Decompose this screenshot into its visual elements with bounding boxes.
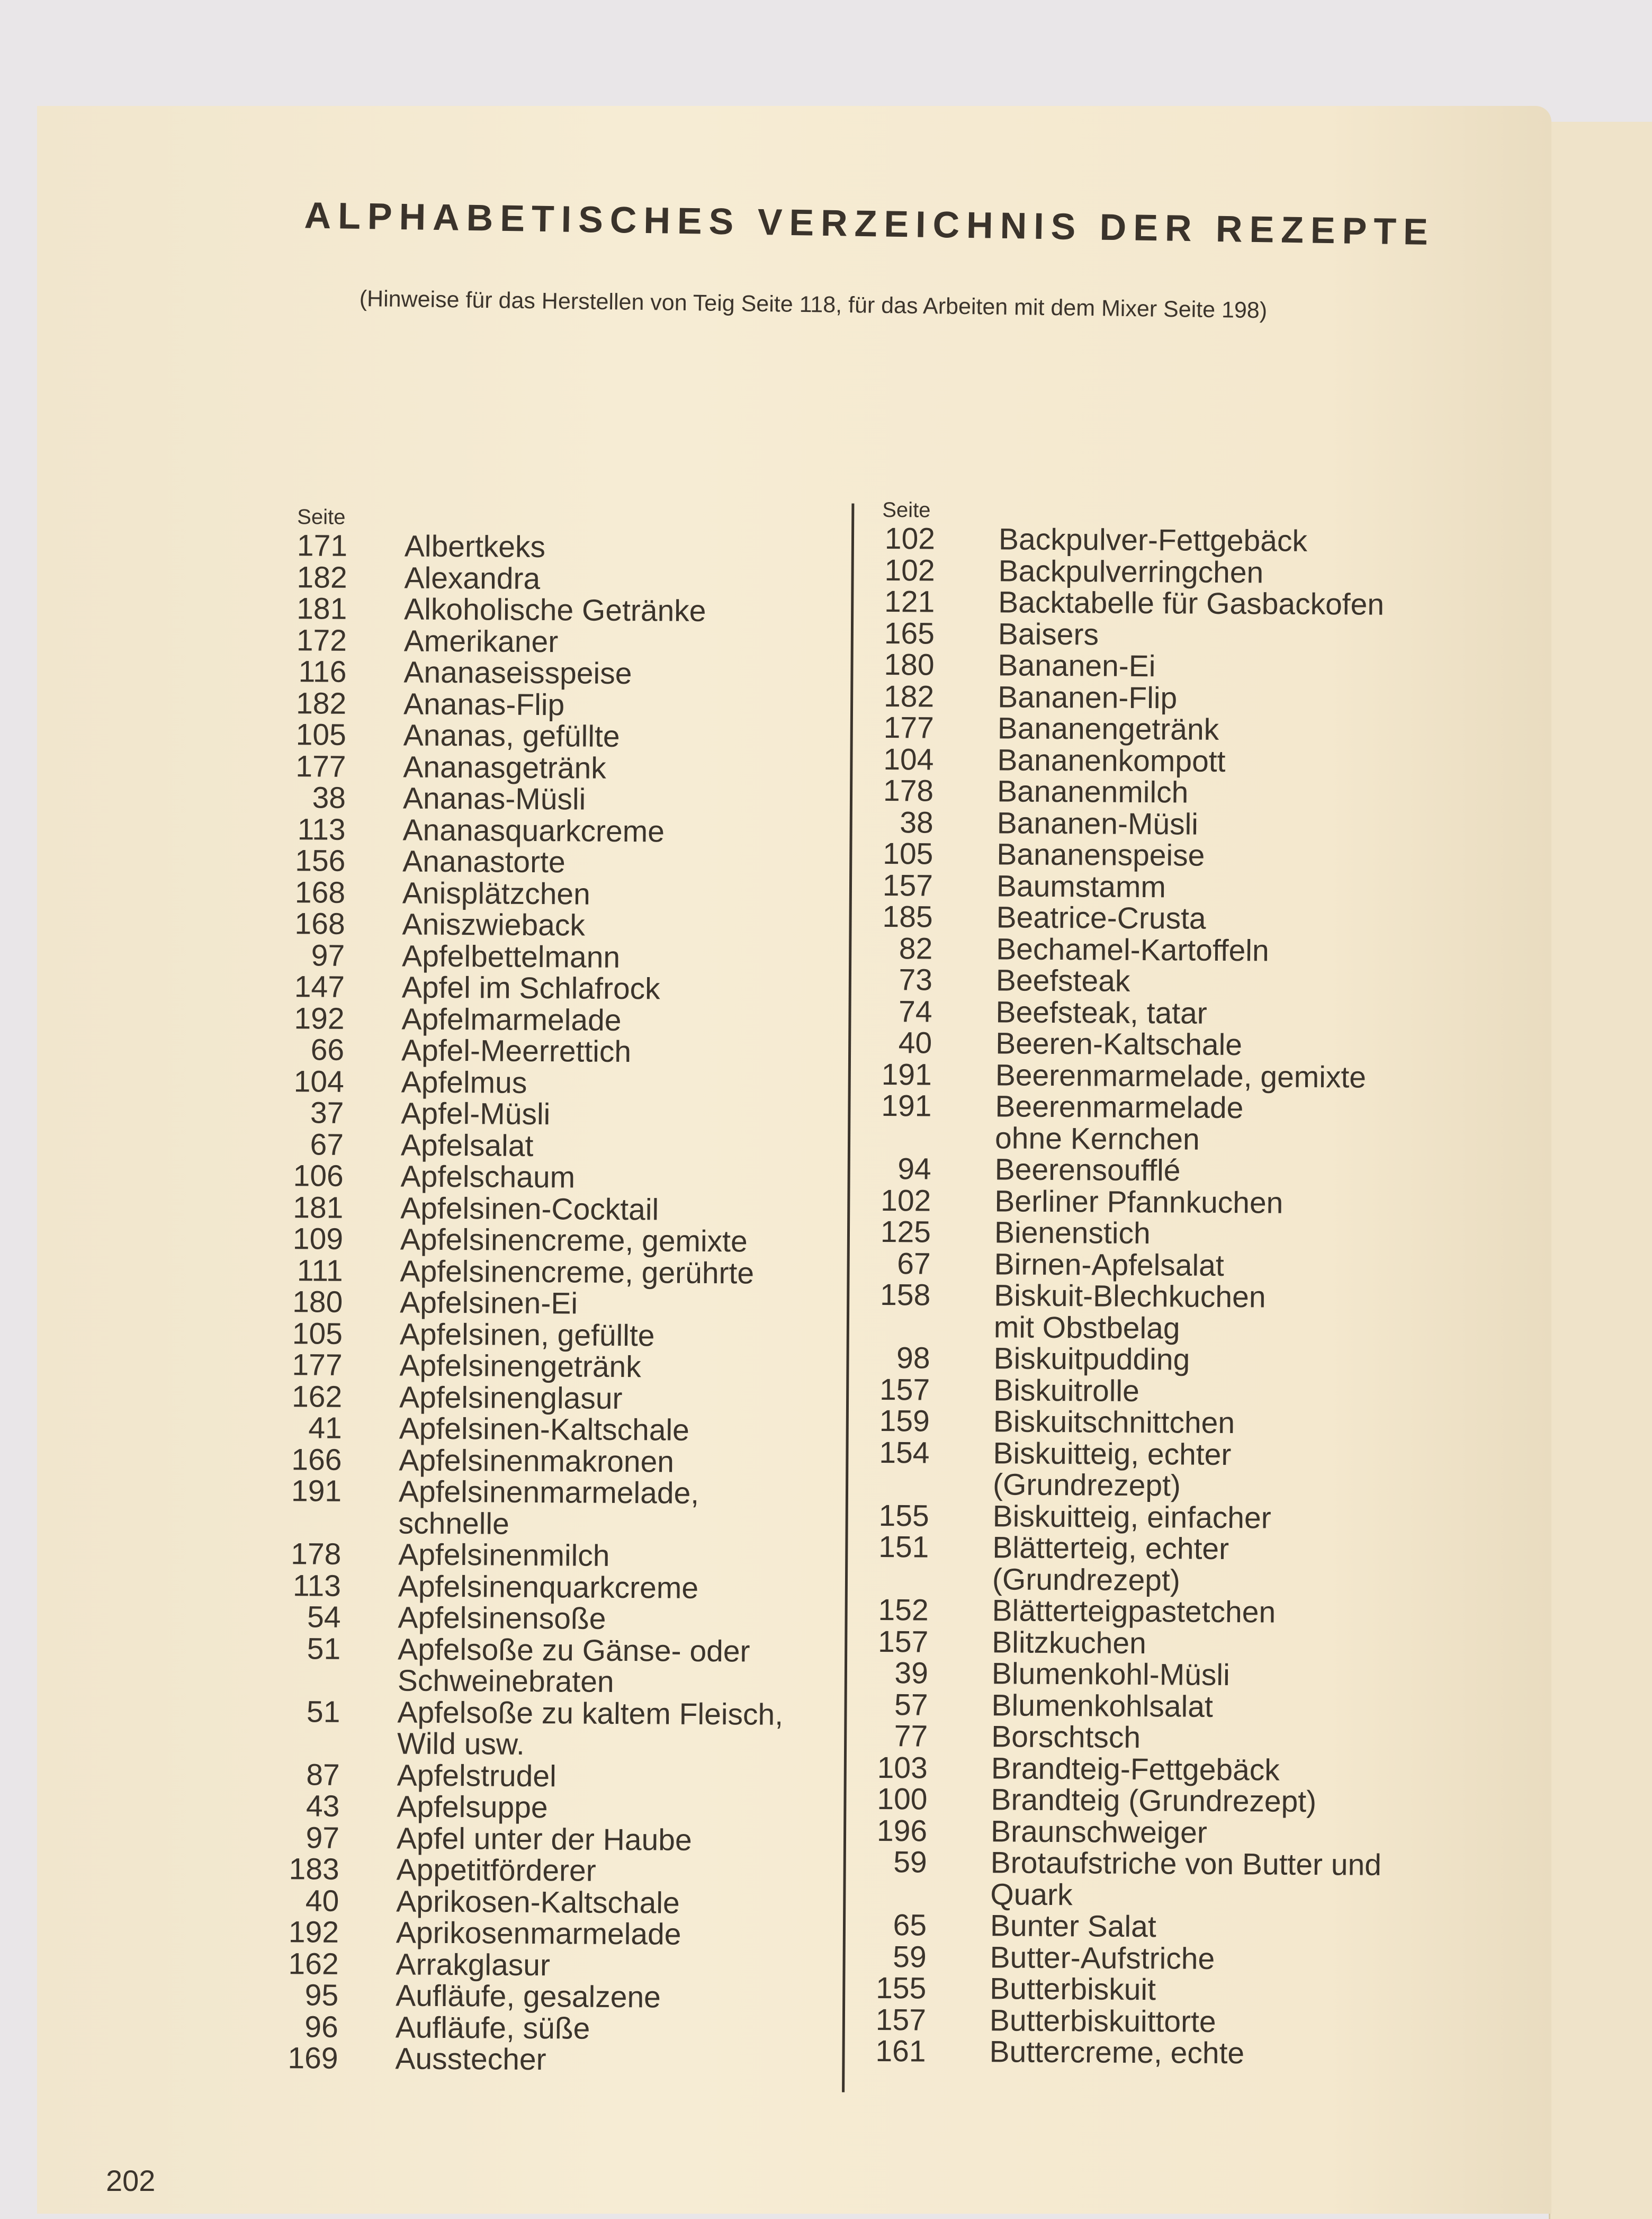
index-entry <box>876 1529 1384 1598</box>
entry-name: Ausstecher <box>395 2042 546 2077</box>
index-entry <box>875 1626 1383 1660</box>
entry-name: Apfelsoße zu Gänse- oder Schweinebraten <box>397 1632 750 1699</box>
entry-page: 95 <box>304 1978 339 2012</box>
index-entry <box>288 1980 782 2014</box>
index-entry <box>879 901 1387 936</box>
column-header: Seite <box>882 498 931 522</box>
entry-name: Apfelsinen, gefüllte <box>399 1317 655 1353</box>
entry-name: Bananengetränk <box>997 711 1219 747</box>
entry-page: 162 <box>291 1379 343 1414</box>
index-entry <box>879 933 1387 967</box>
index-entry <box>878 1090 1386 1157</box>
index-entry <box>292 1349 785 1384</box>
entry-name: Backpulverringchen <box>998 553 1264 589</box>
index-entry <box>289 1917 782 1951</box>
entry-name: Buttercreme, echte <box>989 2035 1245 2071</box>
entry-name: Ananasquarkcreme <box>402 812 665 848</box>
entry-name: Beeren-Kaltschale <box>995 1026 1243 1062</box>
entry-page: 158 <box>879 1277 931 1312</box>
entry-name: Apfelsinen-Cocktail <box>400 1191 659 1227</box>
entry-name: Apfelschaum <box>400 1159 576 1195</box>
entry-name: Baumstamm <box>996 869 1166 904</box>
entry-page: 82 <box>899 931 933 966</box>
entry-name: Ananastorte <box>402 844 565 880</box>
column-divider <box>842 504 854 2092</box>
index-entry <box>878 1216 1386 1251</box>
index-entry <box>293 1223 786 1258</box>
index-entry <box>881 744 1388 778</box>
entry-page: 67 <box>897 1246 931 1281</box>
index-entry <box>881 649 1389 684</box>
entry-name: Beefsteak <box>995 963 1130 998</box>
index-entry <box>875 1592 1383 1630</box>
index-entry <box>291 1538 784 1573</box>
index-entry <box>875 1721 1382 1755</box>
entry-name: Blumenkohl-Müsli <box>991 1657 1230 1693</box>
entry-page: 157 <box>875 2002 927 2037</box>
index-entry <box>294 1034 787 1069</box>
index-entry <box>881 807 1388 841</box>
index-entry <box>293 1097 787 1132</box>
entry-page: 182 <box>295 686 347 721</box>
index-entry <box>290 1759 783 1794</box>
entry-page: 180 <box>884 648 935 682</box>
index-entry <box>296 688 789 722</box>
entry-name: Apfelsinenmakronen <box>399 1443 675 1479</box>
entry-name: Aprikosenmarmelade <box>396 1916 681 1952</box>
entry-name: Appetitförderer <box>396 1853 596 1888</box>
index-entry <box>877 1248 1385 1282</box>
entry-page: 40 <box>305 1883 339 1918</box>
entry-page: 168 <box>294 907 345 941</box>
entry-name: Apfelsinen-Ei <box>399 1285 578 1321</box>
entry-name: Biskuitteig, echter (Grundrezept) <box>992 1436 1232 1503</box>
entry-name: Blätterteig, echter (Grundrezept) <box>992 1531 1229 1597</box>
index-entry <box>293 1160 786 1195</box>
entry-page: 181 <box>293 1190 344 1225</box>
index-entry <box>290 1601 784 1636</box>
entry-page: 192 <box>288 1915 339 1949</box>
entry-name: Beerensoufflé <box>994 1152 1181 1188</box>
entry-page: 168 <box>294 875 346 910</box>
entry-page: 185 <box>882 900 933 934</box>
entry-name: Apfelsoße zu kaltem Fleisch, Wild usw. <box>397 1695 784 1761</box>
index-entry <box>295 814 788 848</box>
entry-name: Aufläufe, süße <box>395 2010 590 2046</box>
entry-name: Ananaseisspeise <box>403 655 632 691</box>
index-entry <box>875 1658 1383 1692</box>
entry-name: Bananen-Müsli <box>996 806 1199 842</box>
entry-page: 96 <box>304 2009 339 2044</box>
index-entry <box>293 1129 787 1164</box>
index-entry <box>874 1847 1381 1913</box>
index-entry <box>881 681 1389 715</box>
entry-page: 41 <box>308 1411 342 1445</box>
index-entry <box>879 1027 1387 1062</box>
entry-name: Bananenmilch <box>996 774 1189 810</box>
entry-name: Braunschweiger <box>990 1814 1208 1850</box>
entry-page: 178 <box>291 1537 342 1571</box>
entry-name: Biskuitpudding <box>993 1341 1190 1377</box>
entry-name: Apfelsalat <box>400 1128 534 1163</box>
entry-page: 192 <box>294 1001 345 1036</box>
entry-page: 67 <box>310 1127 344 1162</box>
index-entry <box>297 562 790 596</box>
entry-name: Brandteig-Fettgebäck <box>991 1751 1280 1787</box>
entry-name: Arrakglasur <box>396 1947 551 1982</box>
entry-name: Amerikaner <box>403 623 559 659</box>
entry-name: Butter-Aufstriche <box>990 1940 1215 1976</box>
entry-name: Brandteig (Grundrezept) <box>991 1783 1317 1819</box>
index-entry <box>882 554 1389 589</box>
entry-page: 191 <box>881 1089 932 1123</box>
entry-name: Aufläufe, gesalzene <box>395 1979 661 2015</box>
entry-page: 39 <box>894 1656 929 1690</box>
entry-name: Albertkeks <box>404 529 546 565</box>
entry-page: 106 <box>293 1159 344 1193</box>
entry-page: 159 <box>879 1403 930 1438</box>
index-entry <box>292 1286 786 1321</box>
entry-page: 37 <box>310 1096 344 1130</box>
entry-name: Bechamel-Kartoffeln <box>996 932 1269 968</box>
entry-name: Alexandra <box>404 560 541 596</box>
entry-name: Bananen-Flip <box>997 679 1178 715</box>
entry-page: 177 <box>295 749 346 784</box>
entry-name: Apfelsinenquarkcreme <box>398 1569 699 1605</box>
index-entry <box>873 2004 1381 2038</box>
index-entry <box>288 1948 782 1983</box>
index-entry <box>875 1689 1382 1723</box>
entry-page: 157 <box>882 868 933 903</box>
index-entry <box>297 625 790 659</box>
entry-name: Butterbiskuittorte <box>989 2003 1216 2039</box>
index-entry <box>296 719 789 754</box>
entry-page: 182 <box>883 679 935 714</box>
entry-page: 183 <box>289 1852 339 1886</box>
entry-page: 177 <box>292 1348 343 1382</box>
entry-name: Apfelmus <box>401 1064 527 1100</box>
index-entry <box>880 870 1388 904</box>
index-entry <box>294 971 788 1006</box>
entry-page: 169 <box>288 2041 338 2075</box>
index-entry <box>292 1381 785 1416</box>
index-entry <box>295 751 789 785</box>
entry-page: 152 <box>878 1592 929 1627</box>
index-entry <box>875 1752 1382 1786</box>
index-entry <box>873 2036 1380 2070</box>
entry-page: 65 <box>893 1908 927 1943</box>
index-entry <box>873 1941 1381 1975</box>
index-entry <box>874 1910 1381 1944</box>
index-entry <box>877 1403 1385 1440</box>
index-entry <box>874 1784 1382 1818</box>
entry-name: Apfelsinenmarmelade, schnelle <box>398 1474 699 1541</box>
entry-page: 157 <box>877 1624 929 1659</box>
index-column-right <box>873 498 1389 2070</box>
entry-page: 40 <box>898 1026 932 1060</box>
entry-page: 178 <box>883 774 934 808</box>
index-entry <box>876 1500 1384 1534</box>
entry-page: 113 <box>292 1568 342 1603</box>
index-entry <box>876 1437 1384 1503</box>
entry-name: Apfelstrudel <box>397 1758 556 1793</box>
entry-page: 54 <box>307 1600 341 1634</box>
entry-page: 111 <box>297 1253 343 1288</box>
entry-page: 125 <box>880 1215 931 1249</box>
index-entry <box>291 1475 784 1542</box>
entry-name: Bananenkompott <box>997 742 1226 779</box>
entry-page: 105 <box>295 718 347 752</box>
index-entry <box>292 1255 786 1290</box>
entry-page: 156 <box>295 844 346 878</box>
entry-name: Backtabelle für Gasbackofen <box>998 585 1385 622</box>
entry-name: Ananas-Flip <box>403 686 565 722</box>
entry-page: 180 <box>292 1285 343 1319</box>
entry-page: 177 <box>883 711 935 745</box>
entry-page: 98 <box>896 1341 930 1375</box>
index-entry <box>289 1885 782 1920</box>
entry-page: 94 <box>897 1152 931 1186</box>
entry-name: Bunter Salat <box>990 1909 1156 1944</box>
entry-name: Apfelmarmelade <box>401 1001 622 1037</box>
entry-page: 102 <box>884 553 935 588</box>
index-entry <box>288 2043 781 2077</box>
index-entry <box>881 712 1389 747</box>
index-entry <box>880 838 1388 873</box>
entry-name: Biskuitteig, einfacher <box>992 1499 1271 1535</box>
entry-page: 57 <box>894 1687 928 1722</box>
entry-name: Anisplätzchen <box>402 875 590 911</box>
entry-page: 102 <box>884 522 936 556</box>
entry-page: 191 <box>291 1474 342 1508</box>
index-entry <box>294 940 788 974</box>
entry-name: Butterbiskuit <box>990 1972 1156 2007</box>
entry-name: Apfelsinencreme, gemixte <box>400 1222 748 1259</box>
entry-name: Apfelsuppe <box>397 1789 548 1825</box>
page-number: 202 <box>106 2164 156 2197</box>
index-entry <box>877 1279 1385 1346</box>
entry-name: Apfel im Schlafrock <box>401 970 660 1006</box>
entry-page: 196 <box>876 1813 928 1848</box>
entry-name: Aprikosen-Kaltschale <box>396 1884 680 1920</box>
page-subtitle: (Hinweise für das Herstellen von Teig Seite 118, für das Arbeiten mit dem Mixer Seite 198) <box>359 285 1268 324</box>
index-entry <box>296 656 789 691</box>
entry-page: 121 <box>884 585 935 619</box>
entry-name: Biskuitschnittchen <box>993 1404 1235 1440</box>
entry-name: Apfel-Müsli <box>401 1096 551 1132</box>
entry-page: 97 <box>311 938 345 973</box>
entry-page: 102 <box>881 1183 931 1218</box>
entry-name: Apfelbettelmann <box>401 938 621 974</box>
entry-name: Apfel-Meerrettich <box>401 1033 632 1069</box>
entry-page: 113 <box>297 812 346 847</box>
index-entry <box>877 1343 1385 1377</box>
index-column-left <box>288 505 791 2077</box>
entry-name: Alkoholische Getränke <box>403 592 706 628</box>
entry-page: 172 <box>296 623 347 658</box>
entry-name: Apfelsinencreme, gerührte <box>400 1254 755 1291</box>
entry-page: 59 <box>893 1939 927 1974</box>
entry-name: Berliner Pfannkuchen <box>994 1184 1283 1220</box>
index-entry <box>297 593 790 628</box>
entry-page: 154 <box>879 1435 930 1470</box>
index-entry <box>873 1973 1381 2007</box>
entry-page: 104 <box>293 1064 345 1099</box>
entry-name: Apfelsinen-Kaltschale <box>399 1411 690 1447</box>
index-entry <box>295 782 789 817</box>
entry-page: 155 <box>878 1498 929 1533</box>
entry-page: 43 <box>306 1789 340 1823</box>
index-entry <box>882 586 1389 621</box>
index-entry <box>879 996 1387 1030</box>
entry-name: Blumenkohlsalat <box>991 1688 1213 1724</box>
entry-page: 77 <box>894 1719 928 1753</box>
entry-page: 165 <box>884 616 935 651</box>
entry-page: 104 <box>883 742 934 777</box>
entry-page: 66 <box>310 1033 345 1067</box>
entry-name: Apfelsinengetränk <box>399 1348 641 1384</box>
index-entry <box>294 1066 787 1100</box>
entry-page: 182 <box>297 560 347 595</box>
entry-page: 38 <box>312 781 346 815</box>
index-entry <box>879 1059 1387 1093</box>
index-entry <box>882 618 1389 652</box>
index-entry <box>292 1318 786 1353</box>
entry-page: 74 <box>898 994 932 1029</box>
entry-name: Baisers <box>998 616 1099 651</box>
entry-name: Ananas-Müsli <box>402 781 586 817</box>
entry-name: Ananas, gefüllte <box>403 718 620 754</box>
entry-page: 116 <box>298 655 347 689</box>
index-entry <box>292 1412 785 1447</box>
index-entry <box>295 845 788 880</box>
entry-name: Apfelsinenmilch <box>398 1537 610 1573</box>
index-entry <box>290 1633 784 1699</box>
entry-page: 38 <box>900 805 933 840</box>
entry-page: 59 <box>893 1845 927 1880</box>
column-header: Seite <box>297 505 346 529</box>
index-entry <box>291 1444 785 1479</box>
entry-page: 109 <box>292 1222 344 1256</box>
index-entry <box>294 908 788 943</box>
entry-page: 162 <box>288 1946 339 1981</box>
entry-name: Beerenmarmelade ohne Kernchen <box>994 1089 1244 1157</box>
index-entry <box>874 1815 1382 1849</box>
entry-name: Bananenspeise <box>996 837 1205 873</box>
entry-name: Ananasgetränk <box>403 749 606 785</box>
index-entry <box>288 2011 782 2046</box>
entry-name: Apfelsinenglasur <box>399 1380 623 1416</box>
page-title: ALPHABETISCHES VERZEICHNIS DER REZEPTE <box>304 194 1435 253</box>
entry-name: Blätterteigpastetchen <box>992 1594 1276 1630</box>
entry-page: 151 <box>878 1529 929 1564</box>
entry-page: 105 <box>292 1316 343 1351</box>
entry-page: 147 <box>294 970 345 1004</box>
entry-page: 97 <box>306 1820 340 1855</box>
entry-name: Bananen-Ei <box>998 648 1156 684</box>
index-entry <box>881 775 1388 810</box>
entry-page: 105 <box>883 837 933 871</box>
index-entry <box>289 1822 783 1857</box>
entry-name: Apfel unter der Haube <box>396 1821 692 1857</box>
index-entry <box>878 1185 1386 1219</box>
index-entry <box>295 877 788 911</box>
entry-name: Borschtsch <box>991 1720 1141 1755</box>
entry-page: 100 <box>877 1782 928 1817</box>
entry-page: 155 <box>875 1971 927 2006</box>
index-entry <box>290 1696 783 1762</box>
entry-name: Biskuit-Blechkuchen mit Obstbelag <box>993 1278 1266 1345</box>
entry-name: Beerenmarmelade, gemixte <box>995 1058 1367 1095</box>
entry-name: Apfelsinensoße <box>398 1600 606 1636</box>
index-entry <box>297 530 791 565</box>
entry-page: 171 <box>297 529 348 563</box>
index-entry <box>878 1153 1386 1188</box>
entry-name: Birnen-Apfelsalat <box>994 1247 1224 1283</box>
entry-name: Beatrice-Crusta <box>996 900 1206 936</box>
index-entry <box>882 523 1390 558</box>
entry-name: Beefsteak, tatar <box>995 995 1207 1031</box>
entry-name: Blitzkuchen <box>992 1625 1146 1660</box>
index-entry <box>291 1570 784 1605</box>
index-entry <box>294 1003 787 1037</box>
index-entry <box>289 1854 782 1888</box>
entry-page: 181 <box>296 592 347 626</box>
entry-page: 51 <box>306 1694 340 1729</box>
index-entry <box>289 1791 783 1825</box>
entry-name: Backpulver-Fettgebäck <box>998 522 1308 558</box>
entry-name: Biskuitrolle <box>993 1373 1139 1408</box>
entry-page: 73 <box>899 963 933 997</box>
entry-name: Bienenstich <box>994 1215 1151 1251</box>
index-entry <box>293 1192 786 1227</box>
entry-name: Aniszwieback <box>402 907 586 943</box>
entry-page: 103 <box>877 1750 928 1785</box>
entry-name: Brotaufstriche von Butter und Quark <box>990 1846 1382 1912</box>
entry-page: 157 <box>879 1372 930 1407</box>
entry-page: 191 <box>881 1057 932 1092</box>
entry-page: 51 <box>307 1631 341 1666</box>
entry-page: 166 <box>291 1442 342 1477</box>
entry-page: 161 <box>875 2034 926 2069</box>
index-entry <box>879 964 1387 999</box>
entry-page: 87 <box>306 1757 340 1792</box>
index-entry <box>877 1374 1385 1408</box>
